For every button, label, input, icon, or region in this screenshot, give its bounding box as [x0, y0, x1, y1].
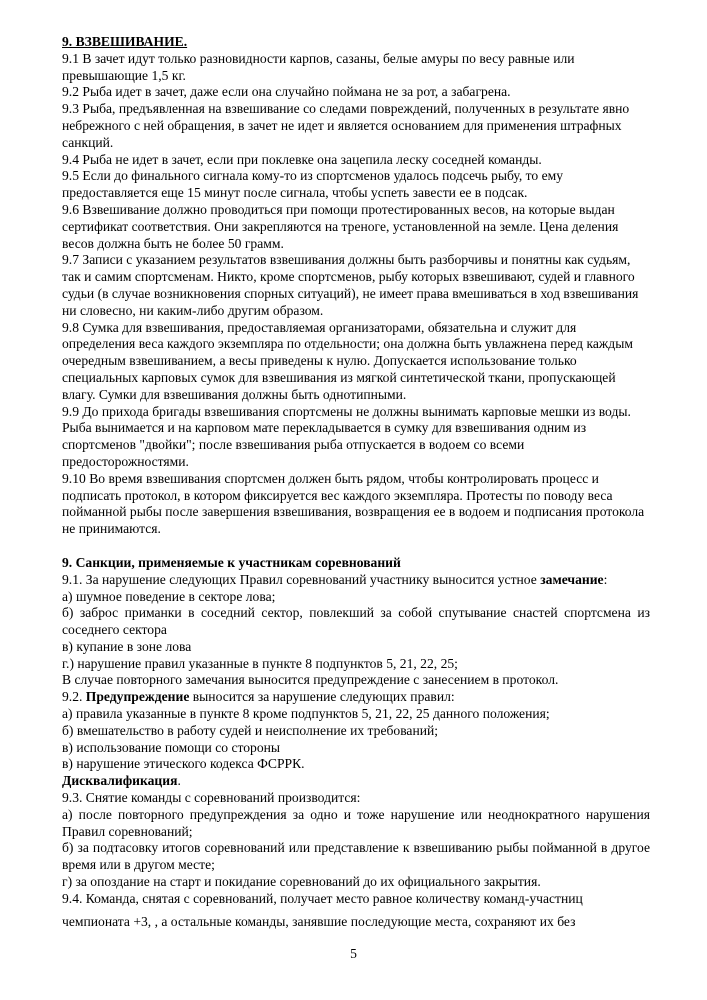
- list-item-9-2-v: в) использование помощи со стороны: [62, 739, 281, 755]
- paragraph-9-2-prefix: 9.2.: [62, 689, 86, 705]
- paragraph-9-8: 9.8 Сумка для взвешивания, предоставляемая организаторами, обязательна и служит для определения веса каждого экземпляра по отдельности; она должна быть увлажнена перед каждым очередным взвешиванием, а весы приведены к нулю. Допускается использование только специальных карповых сумок для взвешивания из мягкой синтетической ткани, пропускающей влагу. Сумки для взвешивания должны быть однотипными.: [62, 319, 633, 402]
- list-item-9-1-g: г.) нарушение правил указанные в пункте 8 подпунктов 5, 21, 22, 25;: [62, 655, 458, 671]
- section-gap: [62, 538, 650, 555]
- paragraph-9-2-suffix: выносится за нарушение следующих правил:: [189, 689, 455, 705]
- paragraph-sanctions-9-3: 9.3. Снятие команды с соревнований производится:: [62, 790, 361, 806]
- section-title-sanctions: 9. Санкции, применяемые к участникам соревнований: [62, 554, 401, 570]
- list-item-9-2-b: б) вмешательство в работу судей и неисполнение их требований;: [62, 722, 439, 738]
- paragraph-9-1-prefix: 9.1. За нарушение следующих Правил соревнований участнику выносится устное: [62, 571, 541, 587]
- paragraph-sanctions-9-4-line1: 9.4. Команда, снятая с соревнований, получает место равное количеству команд-участниц: [62, 890, 583, 906]
- paragraph-9-1-suffix: :: [603, 571, 608, 587]
- paragraph-9-3: 9.3 Рыба, предъявленная на взвешивание со следами повреждений, полученных в результате явно небрежного с ней обращения, в зачет не идет и является основанием для применения штрафных санкций.: [62, 101, 630, 150]
- list-item-9-1-a: а) шумное поведение в секторе лова;: [62, 588, 276, 604]
- paragraph-sanctions-9-2: [62, 689, 650, 706]
- paragraph-9-5: 9.5 Если до финального сигнала кому-то из спортсменов удалось подсечь рыбу, то ему предоставляется еще 15 минут после сигнала, чтобы успеть завести ее в подсак.: [62, 168, 564, 201]
- paragraph-9-2: 9.2 Рыба идет в зачет, даже если она случайно поймана не за рот, а забагрена.: [62, 84, 511, 100]
- paragraph-9-4: 9.4 Рыба не идет в зачет, если при поклевке она зацепила леску соседней команды.: [62, 151, 542, 167]
- page-number: 5: [350, 946, 357, 961]
- list-item-9-1-v: в) купание в зоне лова: [62, 638, 192, 654]
- paragraph-9-9: 9.9 До прихода бригады взвешивания спортсмены не должны вынимать карповые мешки из воды. Рыба вынимается и на карповом мате перекладывается в сумку для взвешивания одним из спортсменов "двойки"; после взвешивания рыба отпускается в водоем со всеми предосторожностями.: [62, 403, 631, 469]
- list-item-9-3-a: а) после повторного предупреждения за одно и тоже нарушение или неоднократного нарушения Правил соревнований;: [62, 806, 650, 839]
- list-item-9-3-g: г) за опоздание на старт и покидание соревнований до их официального закрытия.: [62, 874, 541, 890]
- disqualification-heading: [62, 773, 650, 790]
- list-item-9-2-a: а) правила указанные в пункте 8 кроме подпунктов 5, 21, 22, 25 данного положения;: [62, 706, 550, 722]
- remark-term: замечание: [540, 571, 604, 587]
- paragraph-9-7: 9.7 Записи с указанием результатов взвешивания должны быть разборчивы и понятны как судьям, так и самим спортсменам. Никто, кроме спортсменов, рыбу которых взвешивают, судей и главного судьи (в случае возникновения спорных ситуаций), не имеет права вмешиваться в ход взвешивания ни словесно, ни каким-либо другим образом.: [62, 252, 639, 318]
- paragraph-9-1: 9.1 В зачет идут только разновидности карпов, сазаны, белые амуры по весу равные или превышающие 1,5 кг.: [62, 50, 575, 83]
- repeat-remark-note: В случае повторного замечания выносится предупреждение с занесением в протокол.: [62, 672, 559, 688]
- list-item-9-2-v2: в) нарушение этического кодекса ФСРРК.: [62, 756, 305, 772]
- disqualification-suffix: .: [177, 773, 181, 789]
- paragraph-sanctions-9-1: [62, 572, 650, 589]
- list-item-9-1-b: б) заброс приманки в соседний сектор, повлекший за собой спутывание снастей спортсмена из соседнего сектора: [62, 605, 650, 638]
- list-item-9-3-b: б) за подтасовку итогов соревнований или представление к взвешиванию рыбы пойманной в другое время или в другом месте;: [62, 840, 650, 873]
- disqualification-term: Дисквалификация: [62, 773, 178, 789]
- paragraph-sanctions-9-4-line2: чемпионата +3, , а остальные команды, занявшие последующие места, сохраняют их без: [62, 913, 576, 929]
- section-title-weighing: 9. ВЗВЕШИВАНИЕ.: [62, 34, 188, 49]
- paragraph-9-6: 9.6 Взвешивание должно проводиться при помощи протестированных весов, на которые выдан сертификат соответствия. Они закрепляются на треноге, установленной на земле. Цена деления весов должна быть не более 50 грамм.: [62, 201, 619, 251]
- paragraph-9-10: 9.10 Во время взвешивания спортсмен должен быть рядом, чтобы контролировать процесс и подписать протокол, в котором фиксируется вес каждого экземпляра. Протесты по поводу веса пойманной рыбы после завершения взвешивания, возвращения ее в водоем и подписания протокола не принимаются.: [62, 470, 645, 537]
- document-page: [62, 34, 650, 930]
- warning-term: Предупреждение: [85, 689, 190, 705]
